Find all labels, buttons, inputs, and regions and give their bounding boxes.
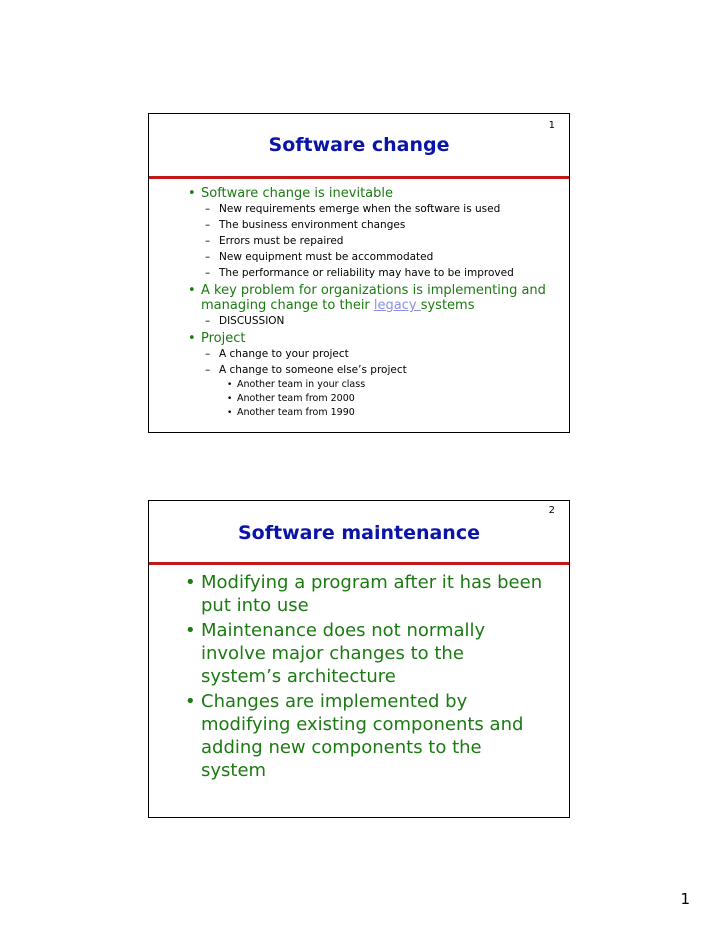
legacy-link[interactable]: legacy	[373, 298, 421, 313]
sub-bullet: – DISCUSSION	[219, 313, 569, 329]
slide-1	[148, 113, 570, 433]
title-divider	[149, 562, 569, 565]
bullet-item: • Maintenance does not normally involve major changes to the system’s architecture	[201, 619, 549, 688]
sub-bullet: – The performance or reliability may have to be improved	[219, 265, 569, 281]
bullet-item: • Modifying a program after it has been put into use	[201, 571, 549, 617]
sub-sub-bullet: • Another team from 1990	[237, 406, 569, 420]
bullet-item: • Changes are implemented by modifying existing components and adding new components to the system	[201, 690, 549, 782]
slide-title: Software maintenance	[238, 522, 480, 544]
slide-title: Software change	[268, 134, 450, 156]
sub-bullet: – Errors must be repaired	[219, 233, 569, 249]
sub-bullet: – New equipment must be accommodated	[219, 249, 569, 265]
sub-bullet: – The business environment changes	[219, 217, 569, 233]
slide-body	[149, 184, 569, 420]
sub-sub-bullet: • Another team from 2000	[237, 392, 569, 406]
sub-bullet: – New requirements emerge when the software is used	[219, 201, 569, 217]
sub-bullet: – A change to someone else’s project • Another team in your class • Another team from 2000 • Another team from 1990	[219, 362, 569, 420]
page-number: 1	[680, 890, 690, 908]
sub-bullet: – A change to your project	[219, 346, 569, 362]
title-divider	[149, 176, 569, 179]
slide-number: 1	[548, 120, 555, 131]
bullet-item: • A key problem for organizations is implementing and managing change to their legacy systems – DISCUSSION	[201, 283, 569, 329]
slide-number: 2	[548, 505, 555, 516]
bullet-item: • Software change is inevitable – New requirements emerge when the software is used – The business environment changes – Errors must be repaired – New equipment must be accommodated – The performance or reliability may have to be improved	[201, 186, 569, 281]
slide-2	[148, 500, 570, 818]
bullet-item: • Project – A change to your project – A change to someone else’s project • Another team in your class • Another team from 2000 • Another team from 1990	[201, 331, 569, 420]
slide-body	[149, 569, 569, 782]
sub-sub-bullet: • Another team in your class	[237, 378, 569, 392]
